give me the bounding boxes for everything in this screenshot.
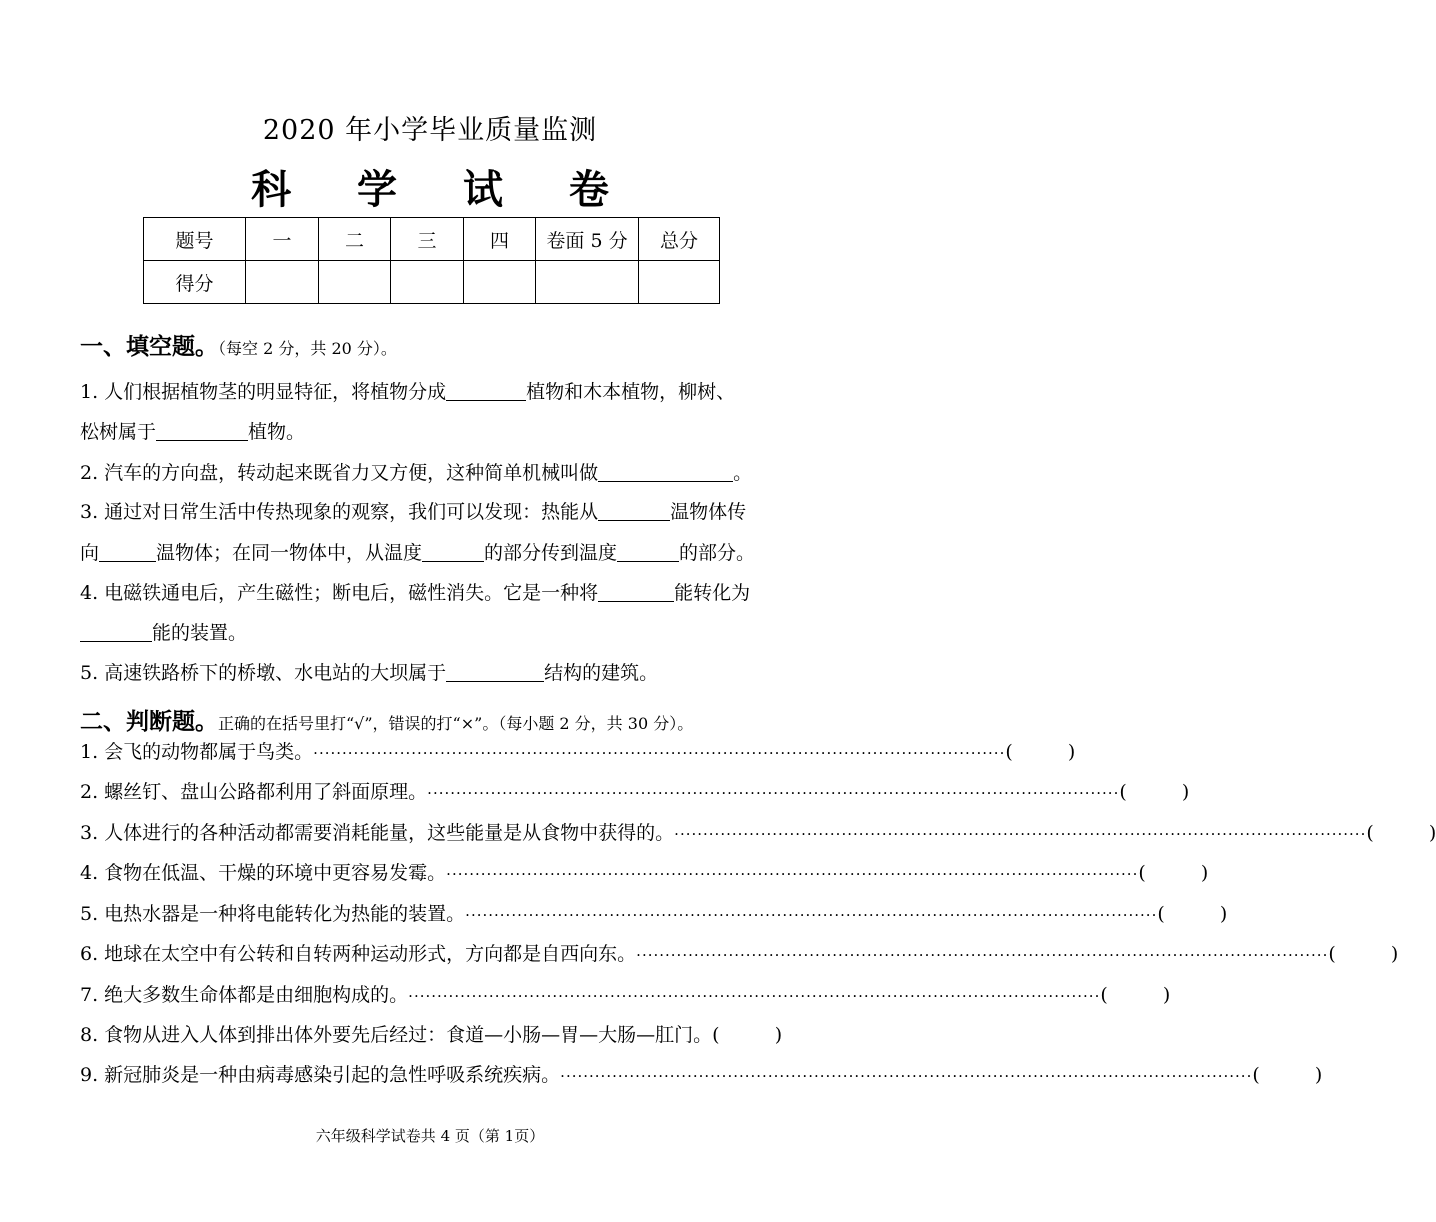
score-row-label: 得分 <box>144 261 246 304</box>
answer-parentheses[interactable] <box>1366 822 1436 844</box>
question-3-line1 <box>80 497 746 524</box>
judgement-item <box>80 899 1228 926</box>
q1-text-b: 植物和木本植物，柳树、 <box>526 381 736 403</box>
answer-parentheses[interactable] <box>1119 781 1189 803</box>
judgement-text: 3. 人体进行的各种活动都需要消耗能量，这些能量是从食物中获得的。 <box>80 822 675 844</box>
paren-close: ) <box>1219 903 1228 925</box>
score-table <box>143 217 720 304</box>
q3-text-f: 的部分。 <box>679 542 756 564</box>
paren-open: ( <box>1366 822 1374 844</box>
score-input-q2[interactable] <box>319 261 391 304</box>
paren-close: ) <box>1314 1064 1323 1086</box>
q3-text-b: 温物体传 <box>670 501 747 523</box>
leader-dots: ························································································································ <box>408 987 1101 1005</box>
judgement-item <box>80 939 1399 966</box>
q4-text-c: 能的装置。 <box>152 622 248 644</box>
paren-close: ) <box>1181 781 1190 803</box>
judgement-item <box>80 1060 1323 1087</box>
q3-blank-1[interactable] <box>598 502 670 521</box>
judgement-item <box>80 980 1171 1007</box>
paren-open: ( <box>1328 943 1336 965</box>
q3-text-c: 向 <box>80 542 100 564</box>
judgement-text: 5. 电热水器是一种将电能转化为热能的装置。 <box>80 903 466 925</box>
paren-open: ( <box>712 1024 720 1046</box>
question-1-line2 <box>80 417 305 444</box>
q2-text-b: 。 <box>733 462 753 484</box>
q3-text-a: 3. 通过对日常生活中传热现象的观察，我们可以发现：热能从 <box>80 501 599 523</box>
section2-title: 二、判断题。 <box>80 708 218 735</box>
question-3-line2 <box>80 538 755 565</box>
paren-open: ( <box>1138 862 1146 884</box>
leader-dots: ························································································································ <box>674 825 1367 843</box>
score-cell-neatness: 卷面 5 分 <box>536 218 639 261</box>
leader-dots: ························································································································ <box>446 865 1139 883</box>
question-5 <box>80 658 658 685</box>
question-1-line1 <box>80 377 735 404</box>
leader-dots: ························································································································ <box>465 906 1158 924</box>
q3-blank-3[interactable] <box>422 543 484 562</box>
exam-subtitle: 2020 年小学毕业质量监测 <box>262 115 598 146</box>
score-cell-total: 总分 <box>639 218 720 261</box>
q4-blank-1[interactable] <box>598 583 674 602</box>
answer-parentheses[interactable] <box>1005 741 1075 763</box>
q4-text-b: 能转化为 <box>674 582 751 604</box>
judgement-text: 7. 绝大多数生命体都是由细胞构成的。 <box>80 984 409 1006</box>
question-4-line1 <box>80 578 750 605</box>
judgement-text: 4. 食物在低温、干燥的环境中更容易发霉。 <box>80 862 447 884</box>
q3-blank-2[interactable] <box>99 543 156 562</box>
score-input-neatness[interactable] <box>536 261 639 304</box>
section2-heading <box>80 703 693 736</box>
score-input-q4[interactable] <box>464 261 536 304</box>
judgement-text: 1. 会飞的动物都属于鸟类。 <box>80 741 314 763</box>
q2-blank[interactable] <box>598 463 733 482</box>
paren-close: ) <box>1200 862 1209 884</box>
answer-parentheses[interactable] <box>1100 984 1170 1006</box>
paren-open: ( <box>1005 741 1013 763</box>
leader-dots: ························································································································ <box>427 784 1120 802</box>
score-input-q3[interactable] <box>391 261 464 304</box>
leader-dots: ························································································································ <box>560 1067 1253 1085</box>
paren-close: ) <box>1428 822 1436 844</box>
q5-blank[interactable] <box>446 663 544 682</box>
page-footer: 六年级科学试卷共 4 页（第 1页） <box>315 1127 545 1145</box>
judgement-text: 6. 地球在太空中有公转和自转两种运动形式，方向都是自西向东。 <box>80 943 637 965</box>
score-cell-q3: 三 <box>391 218 464 261</box>
paren-close: ) <box>1390 943 1399 965</box>
score-cell-q2: 二 <box>319 218 391 261</box>
section1-title: 一、填空题。 <box>80 333 218 360</box>
score-table-header-row <box>144 218 720 261</box>
q4-blank-2[interactable] <box>80 623 152 642</box>
exam-title: 科 学 试 卷 <box>251 166 635 213</box>
judgement-item <box>80 777 1190 804</box>
score-input-q1[interactable] <box>246 261 319 304</box>
score-cell-q1: 一 <box>246 218 319 261</box>
q1-text-d: 植物。 <box>248 421 306 443</box>
score-table-score-row <box>144 261 720 304</box>
score-cell-q4: 四 <box>464 218 536 261</box>
paren-open: ( <box>1157 903 1165 925</box>
q1-blank-2[interactable] <box>156 422 248 441</box>
answer-parentheses[interactable] <box>1138 862 1208 884</box>
question-4-line2 <box>80 618 247 645</box>
paren-close: ) <box>774 1024 783 1046</box>
judgement-item <box>80 818 1436 845</box>
section1-note: （每空 2 分，共 20 分）。 <box>218 339 397 358</box>
answer-parentheses[interactable] <box>1252 1064 1322 1086</box>
answer-parentheses[interactable] <box>712 1024 782 1046</box>
answer-parentheses[interactable] <box>1328 943 1398 965</box>
q2-text-a: 2. 汽车的方向盘，转动起来既省力又方便，这种简单机械叫做 <box>80 462 599 484</box>
q1-text-c: 松树属于 <box>80 421 157 443</box>
q1-text-a: 1. 人们根据植物茎的明显特征，将植物分成 <box>80 381 447 403</box>
paren-open: ( <box>1100 984 1108 1006</box>
leader-dots: ························································································································ <box>313 744 1006 762</box>
paren-close: ) <box>1067 741 1076 763</box>
q5-text-b: 结构的建筑。 <box>544 662 659 684</box>
judgement-item <box>80 858 1209 885</box>
paren-open: ( <box>1252 1064 1260 1086</box>
score-cell-label: 题号 <box>144 218 246 261</box>
paren-open: ( <box>1119 781 1127 803</box>
judgement-item <box>80 737 1076 764</box>
judgement-text: 8. 食物从进入人体到排出体外要先后经过：食道—小肠—胃—大肠—肛门。 <box>80 1024 713 1046</box>
q5-text-a: 5. 高速铁路桥下的桥墩、水电站的大坝属于 <box>80 662 447 684</box>
section2-note: 正确的在括号里打“√”，错误的打“×”。（每小题 2 分，共 30 分）。 <box>218 714 694 733</box>
answer-parentheses[interactable] <box>1157 903 1227 925</box>
q3-text-e: 的部分传到温度 <box>484 542 618 564</box>
q3-blank-4[interactable] <box>617 543 679 562</box>
judgement-item <box>80 1020 782 1047</box>
score-input-total[interactable] <box>639 261 720 304</box>
q4-text-a: 4. 电磁铁通电后，产生磁性；断电后，磁性消失。它是一种将 <box>80 582 599 604</box>
leader-dots: ························································································································ <box>636 946 1329 964</box>
judgement-text: 9. 新冠肺炎是一种由病毒感染引起的急性呼吸系统疾病。 <box>80 1064 561 1086</box>
paren-close: ) <box>1162 984 1171 1006</box>
q3-text-d: 温物体；在同一物体中，从温度 <box>156 542 423 564</box>
q1-blank-1[interactable] <box>446 382 526 401</box>
section1-heading <box>80 328 397 361</box>
judgement-text: 2. 螺丝钉、盘山公路都利用了斜面原理。 <box>80 781 428 803</box>
question-2 <box>80 458 752 485</box>
